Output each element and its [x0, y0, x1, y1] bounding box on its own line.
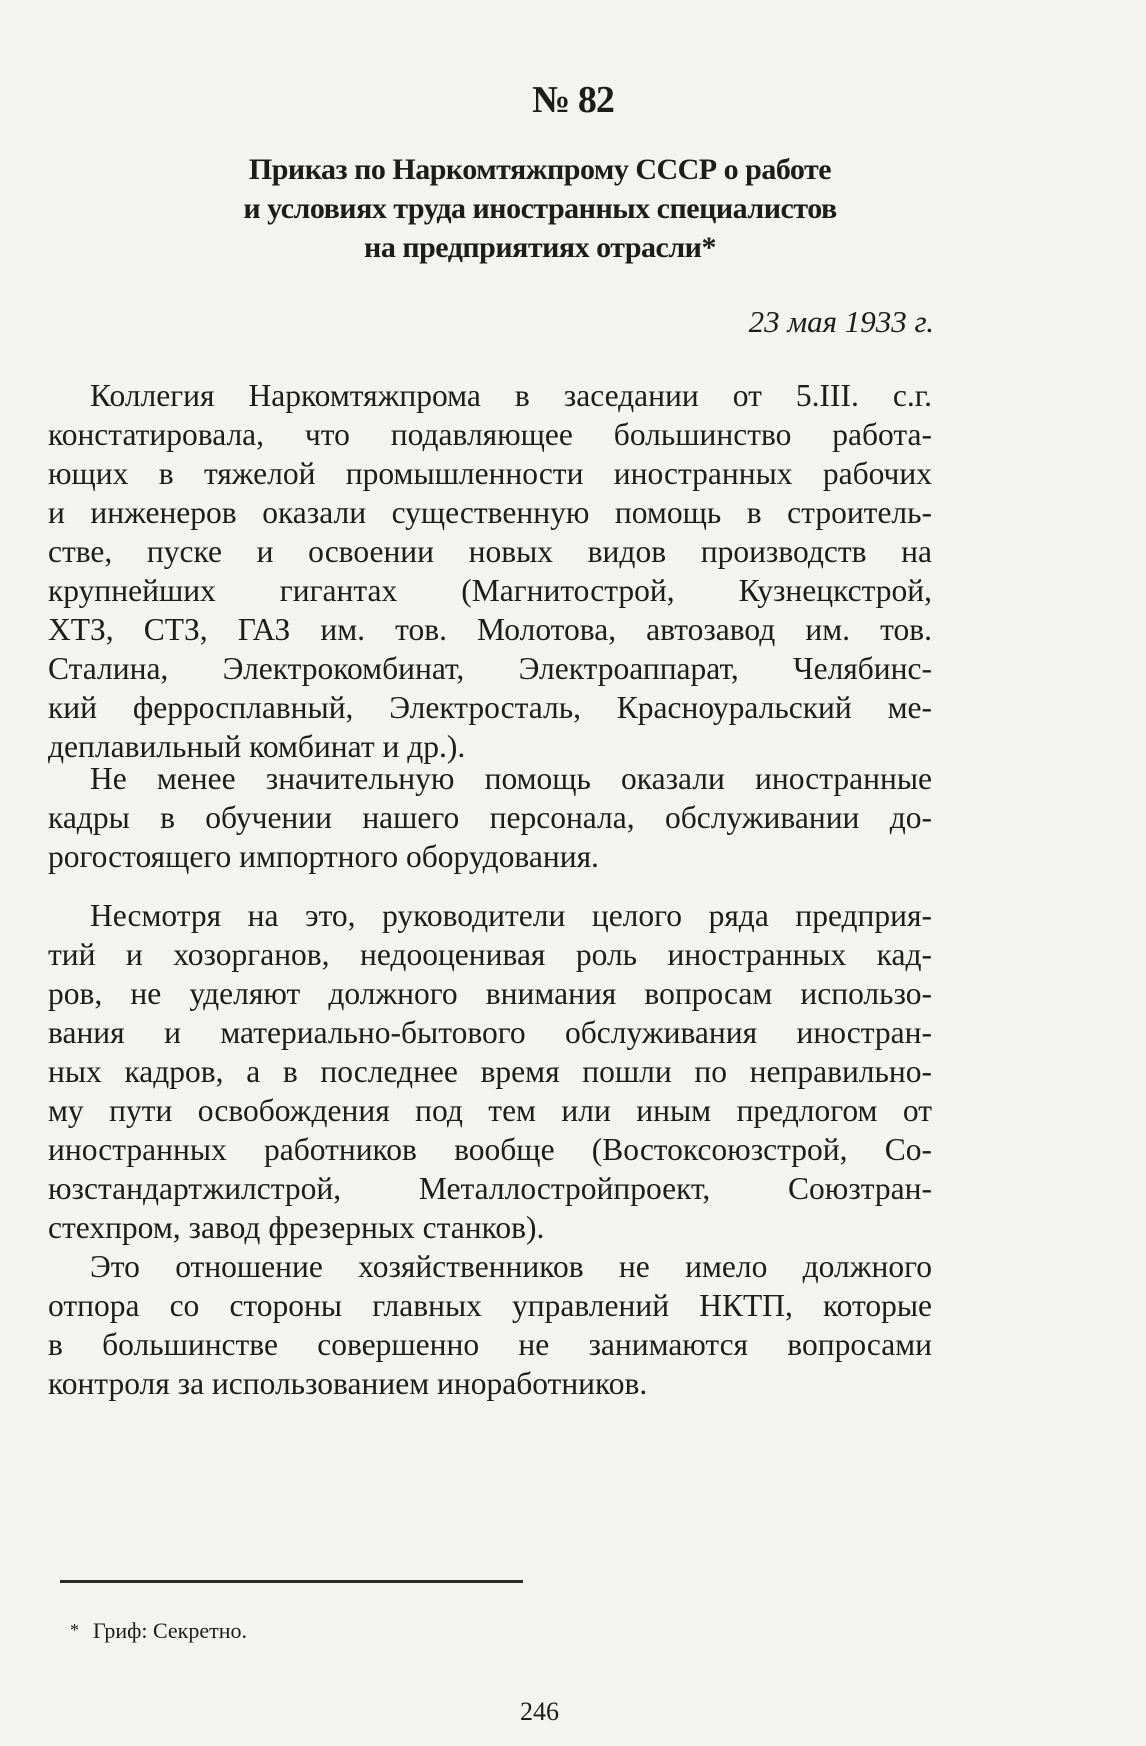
title-line: и условиях труда иностранных специалистов	[243, 192, 837, 225]
document-title	[140, 150, 940, 267]
text-line: крупнейших гигантах (Магнитострой, Кузнецкстрой,	[48, 573, 932, 608]
text-line: рогостоящего импортного оборудования.	[48, 839, 599, 874]
text-line: отпора со стороны главных управлений НКТП, которые	[48, 1288, 932, 1323]
text-line: му пути освобождения под тем или иным предлогом от	[48, 1093, 932, 1128]
text-line: стве, пуске и освоении новых видов производств на	[48, 534, 932, 569]
text-line: ных кадров, а в последнее время пошли по неправильно-	[48, 1054, 932, 1089]
text-line: кадры в обучении нашего персонала, обслуживании до-	[48, 800, 932, 835]
footnote	[70, 1618, 247, 1644]
document-date: 23 мая 1933 г.	[748, 304, 934, 339]
text-line: стехпром, завод фрезерных станков).	[48, 1210, 545, 1245]
text-line: констатировала, что подавляющее большинство работа-	[48, 417, 932, 452]
text-line: иностранных работников вообще (Востоксоюзстрой, Со-	[48, 1132, 932, 1167]
text-line: Коллегия Наркомтяжпрома в заседании от 5.III. с.г.	[90, 378, 932, 413]
paragraph	[48, 759, 932, 876]
text-line: Не менее значительную помощь оказали иностранные	[90, 761, 932, 796]
text-line: тий и хозорганов, недооценивая роль иностранных кад-	[48, 937, 932, 972]
text-line: Сталина, Электрокомбинат, Электроаппарат, Челябинс-	[48, 651, 932, 686]
paragraph	[48, 896, 932, 1247]
text-line: Несмотря на это, руководители целого ряда предприя-	[90, 898, 932, 933]
text-line: в большинстве совершенно не занимаются вопросами	[48, 1327, 932, 1362]
text-line: Это отношение хозяйственников не имело должного	[90, 1249, 932, 1284]
footnote-text: Гриф: Секретно.	[93, 1618, 248, 1643]
text-line: юзстандартжилстрой, Металлостройпроект, Союзтран-	[48, 1171, 932, 1206]
text-line: ров, не уделяют должного внимания вопросам использо-	[48, 976, 932, 1011]
text-line: ющих в тяжелой промышленности иностранных рабочих	[48, 456, 932, 491]
text-line: ХТЗ, СТЗ, ГАЗ им. тов. Молотова, автозавод им. тов.	[48, 612, 932, 647]
footnote-divider	[60, 1580, 523, 1583]
page-number: 246	[520, 1697, 559, 1726]
paragraph	[48, 376, 932, 766]
title-line: на предприятиях отрасли*	[364, 231, 716, 264]
text-line: вания и материально-бытового обслуживания иностран-	[48, 1015, 932, 1050]
paragraph	[48, 1247, 932, 1403]
footnote-marker: *	[70, 1620, 79, 1640]
text-line: деплавильный комбинат и др.).	[48, 729, 466, 764]
text-line: кий ферросплавный, Электросталь, Красноуральский ме-	[48, 690, 932, 725]
text-line: контроля за использованием иноработников.	[48, 1366, 648, 1401]
title-line: Приказ по Наркомтяжпрому СССР о работе	[248, 153, 832, 186]
text-line: и инженеров оказали существенную помощь в строитель-	[48, 495, 932, 530]
document-number: № 82	[532, 79, 614, 121]
